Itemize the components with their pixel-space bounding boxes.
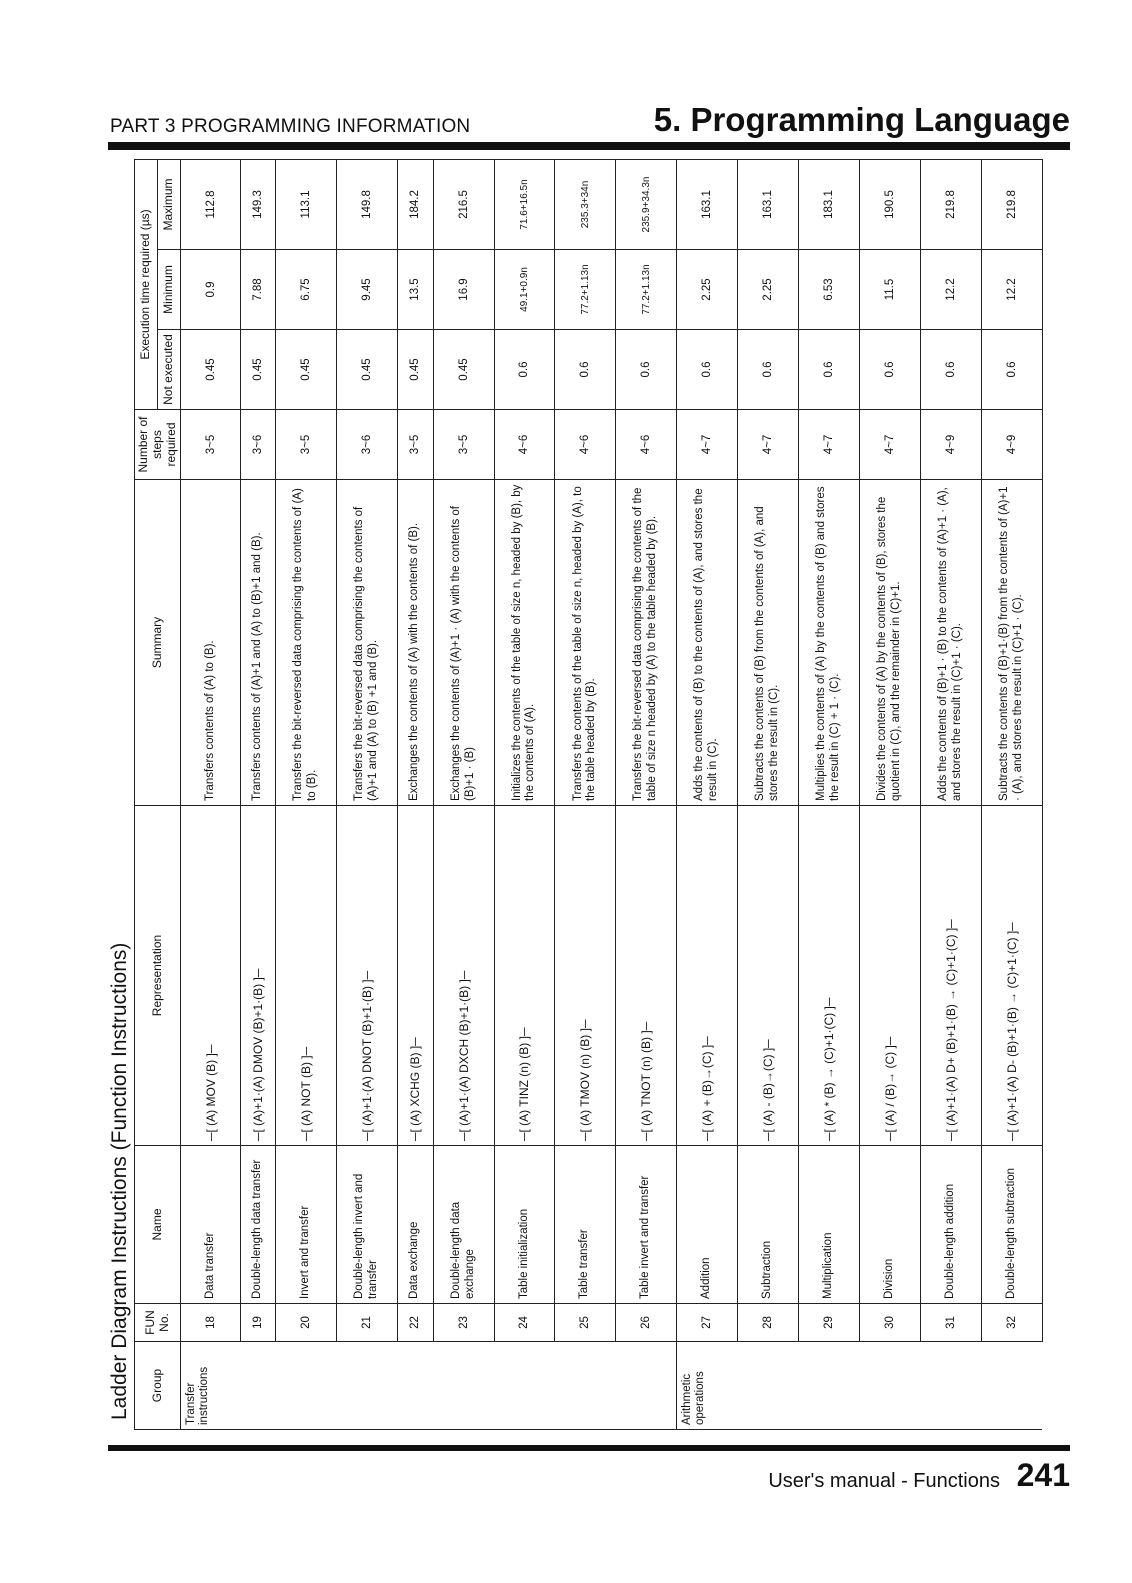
name-cell: Invert and transfer bbox=[276, 1146, 337, 1304]
summary-cell: Adds the contents of (B)+1 · (B) to the contents of (A)+1 · (A), and stores the result in (C)+1 · (C). bbox=[920, 480, 981, 806]
not-executed-cell: 0.45 bbox=[240, 330, 276, 410]
steps-cell: 3~6 bbox=[240, 410, 276, 480]
representation-cell: ─[ (A) * (B) → (C)+1·(C) ]─ bbox=[799, 806, 860, 1146]
table-row bbox=[981, 159, 1042, 1429]
group-cell bbox=[398, 1342, 434, 1430]
summary-cell: Transfers contents of (A)+1 and (A) to (B)+1 and (B). bbox=[240, 480, 276, 806]
maximum-cell: 219.8 bbox=[981, 159, 1042, 249]
maximum-cell: 216.5 bbox=[433, 159, 494, 249]
minimum-cell: 6.75 bbox=[276, 250, 337, 330]
header-rule bbox=[108, 142, 1070, 150]
table-header-row bbox=[135, 159, 158, 1429]
name-cell: Division bbox=[859, 1146, 920, 1304]
steps-cell: 4~9 bbox=[920, 410, 981, 480]
group-cell: Transfer instructions bbox=[181, 1342, 240, 1430]
group-cell bbox=[433, 1342, 494, 1430]
fun-no-cell: 24 bbox=[494, 1304, 555, 1342]
not-executed-cell: 0.6 bbox=[920, 330, 981, 410]
name-cell: Table transfer bbox=[555, 1146, 616, 1304]
summary-cell: Transfers the bit-reversed data comprising the contents of the table of size n headed by (A) to the table headed by (B). bbox=[616, 480, 677, 806]
not-executed-cell: 0.6 bbox=[799, 330, 860, 410]
group-cell bbox=[337, 1342, 398, 1430]
steps-cell: 4~7 bbox=[799, 410, 860, 480]
fun-no-cell: 21 bbox=[337, 1304, 398, 1342]
minimum-cell: 77.2+1.13n bbox=[616, 250, 677, 330]
not-executed-cell: 0.6 bbox=[859, 330, 920, 410]
minimum-cell: 7.88 bbox=[240, 250, 276, 330]
representation-cell: ─[ (A)+1·(A) DMOV (B)+1·(B) ]─ bbox=[240, 806, 276, 1146]
steps-cell: 4~6 bbox=[494, 410, 555, 480]
not-executed-cell: 0.6 bbox=[738, 330, 799, 410]
fun-no-cell: 23 bbox=[433, 1304, 494, 1342]
col-header-not-executed: Not executed bbox=[158, 330, 181, 410]
representation-cell: ─[ (A) XCHG (B) ]─ bbox=[398, 806, 434, 1146]
table-row bbox=[398, 159, 434, 1429]
table-row bbox=[181, 159, 240, 1429]
representation-cell: ─[ (A) TINZ (n) (B) ]─ bbox=[494, 806, 555, 1146]
running-header-part: PART 3 PROGRAMMING INFORMATION bbox=[110, 116, 471, 137]
representation-cell: ─[ (A) MOV (B) ]─ bbox=[181, 806, 240, 1146]
group-cell bbox=[920, 1342, 981, 1430]
not-executed-cell: 0.6 bbox=[616, 330, 677, 410]
table-title: Ladder Diagram Instructions (Function Instructions) bbox=[108, 942, 131, 1420]
minimum-cell: 0.9 bbox=[181, 250, 240, 330]
group-cell: Arithmetic operations bbox=[677, 1342, 738, 1430]
maximum-cell: 184.2 bbox=[398, 159, 434, 249]
group-cell bbox=[981, 1342, 1042, 1430]
representation-cell: ─[ (A)+1·(A) DXCH (B)+1·(B) ]─ bbox=[433, 806, 494, 1146]
group-cell bbox=[799, 1342, 860, 1430]
table-row bbox=[433, 159, 494, 1429]
maximum-cell: 190.5 bbox=[859, 159, 920, 249]
minimum-cell: 9.45 bbox=[337, 250, 398, 330]
not-executed-cell: 0.45 bbox=[181, 330, 240, 410]
name-cell: Double-length addition bbox=[920, 1146, 981, 1304]
steps-cell: 3~5 bbox=[433, 410, 494, 480]
fun-no-cell: 28 bbox=[738, 1304, 799, 1342]
representation-cell: ─[ (A) - (B)→(C) ]─ bbox=[738, 806, 799, 1146]
representation-cell: ─[ (A)+1·(A) D- (B)+1·(B) → (C)+1·(C) ]─ bbox=[981, 806, 1042, 1146]
summary-cell: Initializes the contents of the table of size n, headed by (B), by the contents of (A). bbox=[494, 480, 555, 806]
col-header-summary: Summary bbox=[135, 480, 181, 806]
fun-no-cell: 20 bbox=[276, 1304, 337, 1342]
maximum-cell: 163.1 bbox=[677, 159, 738, 249]
col-header-steps: Number of steps required bbox=[135, 410, 181, 480]
steps-cell: 3~6 bbox=[337, 410, 398, 480]
steps-cell: 3~5 bbox=[398, 410, 434, 480]
not-executed-cell: 0.45 bbox=[398, 330, 434, 410]
table-row bbox=[859, 159, 920, 1429]
representation-cell: ─[ (A)+1·(A) D+ (B)+1·(B) → (C)+1·(C) ]─ bbox=[920, 806, 981, 1146]
summary-cell: Multiplies the contents of (A) by the contents of (B) and stores the result in (C) + 1 · (C). bbox=[799, 480, 860, 806]
col-header-exec-time: Execution time required (µs) bbox=[135, 159, 158, 409]
summary-cell: Transfers the bit-reversed data comprising the contents of (A)+1 and (A) to (B) +1 and (B). bbox=[337, 480, 398, 806]
minimum-cell: 6.53 bbox=[799, 250, 860, 330]
representation-cell: ─[ (A) + (B)→(C) ]─ bbox=[677, 806, 738, 1146]
maximum-cell: 235.9+34.3n bbox=[616, 159, 677, 249]
function-instructions-table bbox=[134, 159, 1043, 1430]
table-row bbox=[920, 159, 981, 1429]
summary-cell: Transfers the contents of the table of size n, headed by (A), to the table headed by (B). bbox=[555, 480, 616, 806]
steps-cell: 3~5 bbox=[276, 410, 337, 480]
steps-cell: 4~7 bbox=[859, 410, 920, 480]
steps-cell: 4~7 bbox=[738, 410, 799, 480]
table-row bbox=[337, 159, 398, 1429]
name-cell: Table invert and transfer bbox=[616, 1146, 677, 1304]
fun-no-cell: 19 bbox=[240, 1304, 276, 1342]
minimum-cell: 2.25 bbox=[738, 250, 799, 330]
name-cell: Double-length data transfer bbox=[240, 1146, 276, 1304]
steps-cell: 4~7 bbox=[677, 410, 738, 480]
steps-cell: 4~6 bbox=[555, 410, 616, 480]
table-body bbox=[181, 159, 1042, 1429]
table-row bbox=[738, 159, 799, 1429]
steps-cell: 4~6 bbox=[616, 410, 677, 480]
representation-cell: ─[ (A) TNOT (n) (B) ]─ bbox=[616, 806, 677, 1146]
fun-no-cell: 30 bbox=[859, 1304, 920, 1342]
name-cell: Table initialization bbox=[494, 1146, 555, 1304]
col-header-maximum: Maximum bbox=[158, 159, 181, 249]
minimum-cell: 11.5 bbox=[859, 250, 920, 330]
name-cell: Subtraction bbox=[738, 1146, 799, 1304]
page-number: 241 bbox=[1016, 1457, 1070, 1493]
table-row bbox=[240, 159, 276, 1429]
group-cell bbox=[859, 1342, 920, 1430]
steps-cell: 3~5 bbox=[181, 410, 240, 480]
not-executed-cell: 0.45 bbox=[337, 330, 398, 410]
summary-cell: Divides the contents of (A) by the contents of (B), stores the quotient in (C), and the remainder in (C)+1. bbox=[859, 480, 920, 806]
representation-cell: ─[ (A) NOT (B) ]─ bbox=[276, 806, 337, 1146]
running-header-chapter: 5. Programming Language bbox=[653, 101, 1070, 138]
fun-no-cell: 32 bbox=[981, 1304, 1042, 1342]
rotated-table-area bbox=[108, 150, 1040, 1440]
fun-no-cell: 18 bbox=[181, 1304, 240, 1342]
col-header-minimum: Minimum bbox=[158, 250, 181, 330]
col-header-group: Group bbox=[135, 1342, 181, 1430]
table-row bbox=[494, 159, 555, 1429]
not-executed-cell: 0.6 bbox=[494, 330, 555, 410]
group-cell bbox=[276, 1342, 337, 1430]
col-header-name: Name bbox=[135, 1146, 181, 1304]
group-cell bbox=[494, 1342, 555, 1430]
name-cell: Multiplication bbox=[799, 1146, 860, 1304]
representation-cell: ─[ (A)+1·(A) DNOT (B)+1·(B) ]─ bbox=[337, 806, 398, 1146]
fun-no-cell: 29 bbox=[799, 1304, 860, 1342]
summary-cell: Subtracts the contents of (B)+1·(B) from the contents of (A)+1 · (A), and stores the result in (C)+1 · (C). bbox=[981, 480, 1042, 806]
summary-cell: Transfers the bit-reversed data comprising the contents of (A) to (B). bbox=[276, 480, 337, 806]
maximum-cell: 149.3 bbox=[240, 159, 276, 249]
minimum-cell: 49.1+0.9n bbox=[494, 250, 555, 330]
fun-no-cell: 22 bbox=[398, 1304, 434, 1342]
maximum-cell: 163.1 bbox=[738, 159, 799, 249]
minimum-cell: 77.2+1.13n bbox=[555, 250, 616, 330]
not-executed-cell: 0.6 bbox=[981, 330, 1042, 410]
minimum-cell: 16.9 bbox=[433, 250, 494, 330]
summary-cell: Subtracts the contents of (B) from the contents of (A), and stores the result in (C). bbox=[738, 480, 799, 806]
fun-no-cell: 31 bbox=[920, 1304, 981, 1342]
group-cell bbox=[555, 1342, 616, 1430]
fun-no-cell: 25 bbox=[555, 1304, 616, 1342]
group-cell bbox=[240, 1342, 276, 1430]
footer-rule bbox=[108, 1445, 1070, 1451]
summary-cell: Transfers contents of (A) to (B). bbox=[181, 480, 240, 806]
table-row bbox=[276, 159, 337, 1429]
maximum-cell: 219.8 bbox=[920, 159, 981, 249]
summary-cell: Adds the contents of (B) to the contents of (A), and stores the result in (C). bbox=[677, 480, 738, 806]
table-row bbox=[799, 159, 860, 1429]
minimum-cell: 12.2 bbox=[920, 250, 981, 330]
not-executed-cell: 0.45 bbox=[433, 330, 494, 410]
maximum-cell: 112.8 bbox=[181, 159, 240, 249]
name-cell: Double-length data exchange bbox=[433, 1146, 494, 1304]
representation-cell: ─[ (A) / (B)→ (C) ]─ bbox=[859, 806, 920, 1146]
maximum-cell: 149.8 bbox=[337, 159, 398, 249]
maximum-cell: 71.6+16.5n bbox=[494, 159, 555, 249]
footer-manual-title: User's manual - Functions bbox=[768, 1470, 1000, 1492]
minimum-cell: 12.2 bbox=[981, 250, 1042, 330]
col-header-representation: Representation bbox=[135, 806, 181, 1146]
group-cell bbox=[616, 1342, 677, 1430]
maximum-cell: 183.1 bbox=[799, 159, 860, 249]
maximum-cell: 113.1 bbox=[276, 159, 337, 249]
maximum-cell: 235.3+34n bbox=[555, 159, 616, 249]
not-executed-cell: 0.6 bbox=[555, 330, 616, 410]
fun-no-cell: 26 bbox=[616, 1304, 677, 1342]
summary-cell: Exchanges the contents of (A) with the contents of (B). bbox=[398, 480, 434, 806]
col-header-fun-no: FUN No. bbox=[135, 1304, 181, 1342]
minimum-cell: 13.5 bbox=[398, 250, 434, 330]
not-executed-cell: 0.6 bbox=[677, 330, 738, 410]
fun-no-cell: 27 bbox=[677, 1304, 738, 1342]
steps-cell: 4~9 bbox=[981, 410, 1042, 480]
table-row bbox=[616, 159, 677, 1429]
not-executed-cell: 0.45 bbox=[276, 330, 337, 410]
name-cell: Double-length invert and transfer bbox=[337, 1146, 398, 1304]
table-row bbox=[677, 159, 738, 1429]
summary-cell: Exchanges the contents of (A)+1 · (A) with the contents of (B)+1 · (B) bbox=[433, 480, 494, 806]
name-cell: Data transfer bbox=[181, 1146, 240, 1304]
representation-cell: ─[ (A) TMOV (n) (B) ]─ bbox=[555, 806, 616, 1146]
name-cell: Data exchange bbox=[398, 1146, 434, 1304]
group-cell bbox=[738, 1342, 799, 1430]
minimum-cell: 2.25 bbox=[677, 250, 738, 330]
table-row bbox=[555, 159, 616, 1429]
name-cell: Double-length subtraction bbox=[981, 1146, 1042, 1304]
name-cell: Addition bbox=[677, 1146, 738, 1304]
